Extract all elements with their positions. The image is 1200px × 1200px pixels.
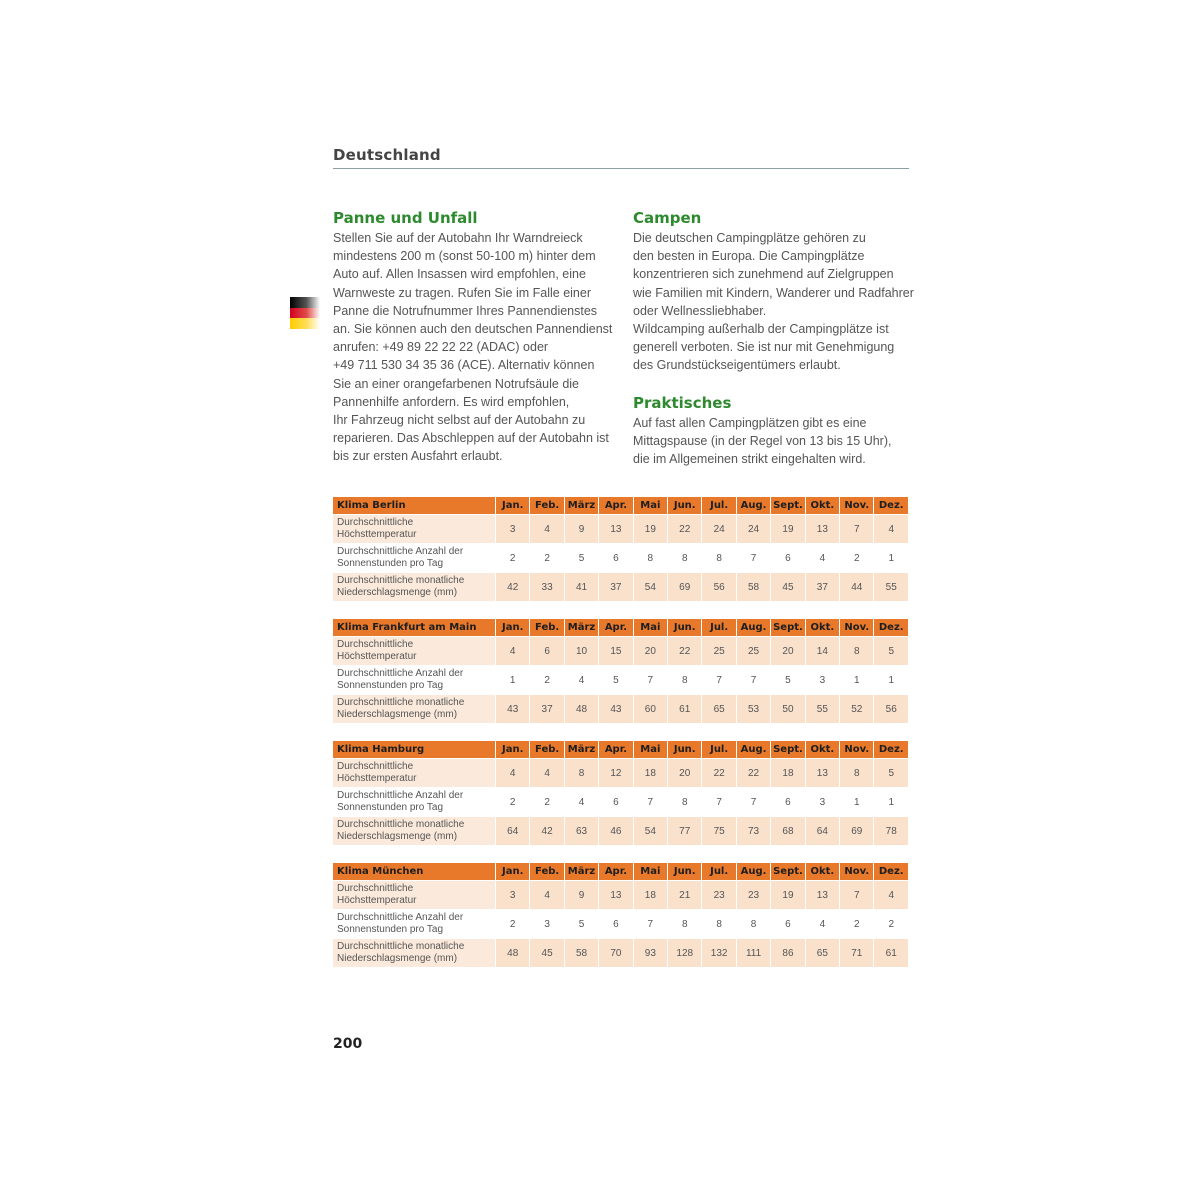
table-cell: 6: [529, 636, 563, 665]
month-header: Aug.: [736, 741, 770, 758]
row-label: Durchschnittliche Höchsttemperatur: [333, 514, 495, 543]
table-cell: 1: [873, 543, 908, 572]
section-title-breakdown: Panne und Unfall: [333, 209, 478, 227]
table-cell: 37: [598, 572, 632, 601]
table-cell: 5: [598, 665, 632, 694]
table-cell: 61: [667, 694, 701, 723]
row-label: Durchschnittliche monatliche Niederschlagsmenge (mm): [333, 816, 495, 845]
table-cell: 43: [495, 694, 529, 723]
table-cell: 4: [564, 665, 598, 694]
row-label: Durchschnittliche Höchsttemperatur: [333, 758, 495, 787]
table-cell: 2: [529, 787, 563, 816]
section-title-camping: Campen: [633, 209, 702, 227]
table-cell: 2: [873, 909, 908, 938]
climate-table: [333, 741, 908, 845]
table-cell: 4: [529, 758, 563, 787]
month-header: Okt.: [805, 619, 839, 636]
table-cell: 6: [598, 543, 632, 572]
table-cell: 14: [805, 636, 839, 665]
month-header: Okt.: [805, 741, 839, 758]
month-header: Nov.: [839, 741, 873, 758]
table-cell: 18: [633, 758, 667, 787]
table-cell: 7: [633, 909, 667, 938]
table-cell: 4: [495, 758, 529, 787]
table-cell: 52: [839, 694, 873, 723]
table-cell: 64: [805, 816, 839, 845]
month-header: Jul.: [701, 619, 735, 636]
table-cell: 1: [495, 665, 529, 694]
climate-table: [333, 619, 908, 723]
month-header: Jul.: [701, 863, 735, 880]
table-cell: 5: [564, 909, 598, 938]
table-cell: 5: [873, 758, 908, 787]
table-cell: 65: [701, 694, 735, 723]
table-cell: 20: [770, 636, 804, 665]
month-header: Jun.: [667, 619, 701, 636]
table-row: [333, 816, 908, 845]
table-cell: 3: [529, 909, 563, 938]
row-label: Durchschnittliche Höchsttemperatur: [333, 880, 495, 909]
month-header: Jun.: [667, 741, 701, 758]
table-cell: 93: [633, 938, 667, 967]
month-header: Mai: [633, 619, 667, 636]
row-label: Durchschnittliche Anzahl der Sonnenstunden pro Tag: [333, 787, 495, 816]
table-cell: 56: [873, 694, 908, 723]
table-cell: 42: [495, 572, 529, 601]
table-cell: 9: [564, 514, 598, 543]
table-cell: 3: [495, 514, 529, 543]
month-header: Feb.: [529, 863, 563, 880]
table-row: [333, 787, 908, 816]
month-header: Nov.: [839, 497, 873, 514]
month-header: Sept.: [770, 863, 804, 880]
month-header: Mai: [633, 863, 667, 880]
table-cell: 7: [736, 665, 770, 694]
table-cell: 18: [770, 758, 804, 787]
table-cell: 68: [770, 816, 804, 845]
climate-table-title: Klima Frankfurt am Main: [333, 619, 495, 636]
table-row: [333, 572, 908, 601]
table-cell: 58: [736, 572, 770, 601]
table-cell: 37: [529, 694, 563, 723]
table-cell: 41: [564, 572, 598, 601]
table-cell: 4: [805, 909, 839, 938]
table-cell: 13: [598, 880, 632, 909]
table-cell: 23: [701, 880, 735, 909]
row-label: Durchschnittliche Anzahl der Sonnenstunden pro Tag: [333, 909, 495, 938]
table-cell: 5: [873, 636, 908, 665]
month-header: Okt.: [805, 497, 839, 514]
table-cell: 24: [736, 514, 770, 543]
month-header: Nov.: [839, 863, 873, 880]
page-header-title: Deutschland: [333, 146, 441, 164]
table-cell: 4: [529, 514, 563, 543]
table-cell: 54: [633, 816, 667, 845]
table-cell: 2: [495, 543, 529, 572]
month-header: Feb.: [529, 619, 563, 636]
climate-table-title: Klima München: [333, 863, 495, 880]
table-row: [333, 694, 908, 723]
month-header: Jan.: [495, 497, 529, 514]
month-header: Jan.: [495, 619, 529, 636]
month-header: Nov.: [839, 619, 873, 636]
table-cell: 7: [736, 787, 770, 816]
climate-table: [333, 497, 908, 601]
table-cell: 3: [495, 880, 529, 909]
month-header: Jul.: [701, 497, 735, 514]
month-header: Dez.: [873, 741, 908, 758]
table-cell: 3: [805, 665, 839, 694]
table-cell: 2: [495, 787, 529, 816]
table-cell: 4: [873, 514, 908, 543]
table-cell: 61: [873, 938, 908, 967]
month-header: Apr.: [598, 619, 632, 636]
table-cell: 1: [839, 665, 873, 694]
row-label: Durchschnittliche Anzahl der Sonnenstunden pro Tag: [333, 543, 495, 572]
table-cell: 111: [736, 938, 770, 967]
table-cell: 8: [633, 543, 667, 572]
month-header: März: [564, 619, 598, 636]
table-cell: 20: [667, 758, 701, 787]
right-column: [633, 207, 918, 468]
table-row: [333, 636, 908, 665]
table-cell: 55: [805, 694, 839, 723]
table-cell: 54: [633, 572, 667, 601]
table-cell: 25: [736, 636, 770, 665]
table-cell: 7: [701, 665, 735, 694]
section-title-practical: Praktisches: [633, 393, 732, 412]
table-cell: 8: [839, 758, 873, 787]
table-cell: 6: [598, 909, 632, 938]
table-cell: 10: [564, 636, 598, 665]
table-cell: 7: [701, 787, 735, 816]
month-header: Jan.: [495, 863, 529, 880]
table-row: [333, 543, 908, 572]
table-cell: 6: [770, 787, 804, 816]
month-header: Sept.: [770, 741, 804, 758]
table-cell: 5: [770, 665, 804, 694]
month-header: Dez.: [873, 619, 908, 636]
table-cell: 48: [495, 938, 529, 967]
month-header: Dez.: [873, 497, 908, 514]
table-cell: 19: [633, 514, 667, 543]
table-cell: 73: [736, 816, 770, 845]
table-cell: 18: [633, 880, 667, 909]
table-cell: 2: [529, 665, 563, 694]
table-cell: 7: [633, 665, 667, 694]
month-header: Feb.: [529, 741, 563, 758]
table-cell: 58: [564, 938, 598, 967]
table-cell: 20: [633, 636, 667, 665]
table-cell: 1: [839, 787, 873, 816]
table-cell: 46: [598, 816, 632, 845]
table-cell: 1: [873, 787, 908, 816]
table-cell: 55: [873, 572, 908, 601]
table-cell: 8: [667, 665, 701, 694]
month-header: Mai: [633, 741, 667, 758]
climate-table-title: Klima Berlin: [333, 497, 495, 514]
table-cell: 24: [701, 514, 735, 543]
table-cell: 50: [770, 694, 804, 723]
table-cell: 8: [839, 636, 873, 665]
table-cell: 6: [770, 909, 804, 938]
table-cell: 6: [770, 543, 804, 572]
table-cell: 2: [839, 543, 873, 572]
table-cell: 128: [667, 938, 701, 967]
table-cell: 70: [598, 938, 632, 967]
table-cell: 45: [529, 938, 563, 967]
table-row: [333, 909, 908, 938]
table-cell: 37: [805, 572, 839, 601]
table-cell: 21: [667, 880, 701, 909]
table-cell: 7: [633, 787, 667, 816]
table-cell: 63: [564, 816, 598, 845]
table-cell: 13: [805, 514, 839, 543]
table-cell: 2: [529, 543, 563, 572]
page-number: 200: [333, 1036, 363, 1052]
month-header: Mai: [633, 497, 667, 514]
table-cell: 8: [701, 543, 735, 572]
month-header: Okt.: [805, 863, 839, 880]
table-cell: 8: [667, 909, 701, 938]
table-cell: 3: [805, 787, 839, 816]
table-cell: 65: [805, 938, 839, 967]
table-cell: 45: [770, 572, 804, 601]
table-cell: 64: [495, 816, 529, 845]
table-cell: 8: [667, 787, 701, 816]
table-cell: 12: [598, 758, 632, 787]
table-cell: 2: [839, 909, 873, 938]
climate-table: [333, 863, 908, 967]
table-cell: 9: [564, 880, 598, 909]
table-cell: 23: [736, 880, 770, 909]
table-cell: 13: [805, 758, 839, 787]
row-label: Durchschnittliche Höchsttemperatur: [333, 636, 495, 665]
climate-table-title: Klima Hamburg: [333, 741, 495, 758]
month-header: Aug.: [736, 863, 770, 880]
table-cell: 33: [529, 572, 563, 601]
table-cell: 7: [736, 543, 770, 572]
header-divider: [333, 168, 909, 169]
table-row: [333, 514, 908, 543]
left-column: [333, 207, 618, 466]
month-header: Aug.: [736, 619, 770, 636]
table-cell: 2: [495, 909, 529, 938]
table-cell: 8: [701, 909, 735, 938]
table-cell: 60: [633, 694, 667, 723]
section-body-camping: Die deutschen Campingplätze gehören zu den besten in Europa. Die Campingplätze konzentrieren sich zunehmend auf Zielgruppen wie Familien mit Kindern, Wanderer und Radfahrer oder Wellnessliebhaber. Wildcamping außerhalb der Campingplätze ist generell verboten. Sie ist nur mit Genehmigung des Grundstückseigentümers erlaubt.: [633, 231, 914, 373]
table-cell: 43: [598, 694, 632, 723]
table-cell: 56: [701, 572, 735, 601]
table-cell: 4: [564, 787, 598, 816]
table-cell: 22: [701, 758, 735, 787]
table-cell: 42: [529, 816, 563, 845]
month-header: Sept.: [770, 497, 804, 514]
section-body-practical: Auf fast allen Campingplätzen gibt es eine Mittagspause (in der Regel von 13 bis 15 Uhr), die im Allgemeinen strikt eingehalten wird.: [633, 415, 892, 467]
month-header: Apr.: [598, 741, 632, 758]
month-header: Jun.: [667, 497, 701, 514]
table-cell: 132: [701, 938, 735, 967]
table-cell: 25: [701, 636, 735, 665]
table-cell: 22: [736, 758, 770, 787]
table-cell: 53: [736, 694, 770, 723]
row-label: Durchschnittliche monatliche Niederschlagsmenge (mm): [333, 694, 495, 723]
row-label: Durchschnittliche Anzahl der Sonnenstunden pro Tag: [333, 665, 495, 694]
table-cell: 13: [598, 514, 632, 543]
table-cell: 75: [701, 816, 735, 845]
month-header: Feb.: [529, 497, 563, 514]
month-header: Jun.: [667, 863, 701, 880]
table-cell: 44: [839, 572, 873, 601]
row-label: Durchschnittliche monatliche Niederschlagsmenge (mm): [333, 572, 495, 601]
month-header: Jan.: [495, 741, 529, 758]
month-header: Apr.: [598, 497, 632, 514]
table-row: [333, 880, 908, 909]
table-row: [333, 938, 908, 967]
table-cell: 77: [667, 816, 701, 845]
table-cell: 4: [805, 543, 839, 572]
month-header: Jul.: [701, 741, 735, 758]
table-cell: 69: [839, 816, 873, 845]
table-cell: 8: [736, 909, 770, 938]
german-flag-icon: [290, 297, 320, 329]
table-cell: 15: [598, 636, 632, 665]
month-header: März: [564, 741, 598, 758]
table-cell: 19: [770, 514, 804, 543]
table-cell: 7: [839, 880, 873, 909]
table-cell: 4: [529, 880, 563, 909]
month-header: Dez.: [873, 863, 908, 880]
row-label: Durchschnittliche monatliche Niederschlagsmenge (mm): [333, 938, 495, 967]
month-header: Apr.: [598, 863, 632, 880]
month-header: März: [564, 863, 598, 880]
table-cell: 22: [667, 636, 701, 665]
month-header: Aug.: [736, 497, 770, 514]
table-cell: 71: [839, 938, 873, 967]
table-cell: 48: [564, 694, 598, 723]
table-cell: 8: [667, 543, 701, 572]
table-cell: 86: [770, 938, 804, 967]
table-cell: 19: [770, 880, 804, 909]
month-header: März: [564, 497, 598, 514]
table-cell: 5: [564, 543, 598, 572]
table-cell: 8: [564, 758, 598, 787]
table-cell: 4: [873, 880, 908, 909]
table-cell: 1: [873, 665, 908, 694]
table-cell: 78: [873, 816, 908, 845]
table-cell: 13: [805, 880, 839, 909]
table-row: [333, 665, 908, 694]
table-cell: 7: [839, 514, 873, 543]
table-cell: 4: [495, 636, 529, 665]
table-cell: 69: [667, 572, 701, 601]
table-cell: 6: [598, 787, 632, 816]
section-body-breakdown: Stellen Sie auf der Autobahn Ihr Warndreieck mindestens 200 m (sonst 50-100 m) hinter dem Auto auf. Allen Insassen wird empfohlen, eine Warnweste zu tragen. Rufen Sie im Falle einer Panne die Notrufnummer Ihres Pannendienstes an. Sie können auch den deutschen Pannendienst anrufen: +49 89 22 22 22 (ADAC) oder +49 711 530 34 35 36 (ACE). Alternativ können Sie an einer orangefarbenen Notrufsäule die Pannenhilfe anfordern. Es wird empfohlen, Ihr Fahrzeug nicht selbst auf der Autobahn zu reparieren. Das Abschleppen auf der Autobahn ist bis zur ersten Ausfahrt erlaubt.: [333, 231, 613, 464]
month-header: Sept.: [770, 619, 804, 636]
table-cell: 22: [667, 514, 701, 543]
table-row: [333, 758, 908, 787]
